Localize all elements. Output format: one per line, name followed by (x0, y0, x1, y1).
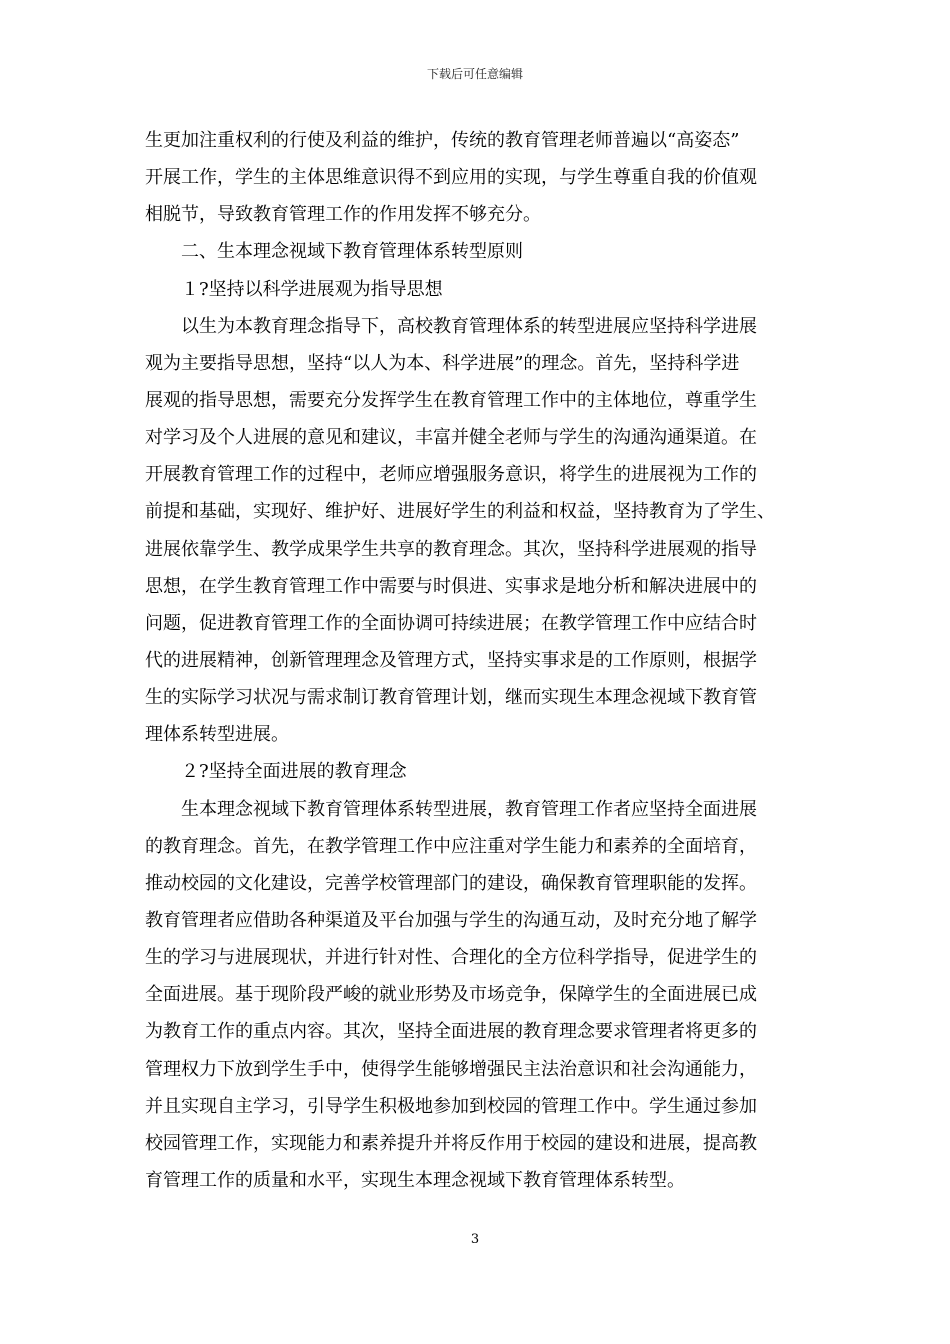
text-line: 前提和基础，实现好、维护好、进展好学生的利益和权益，坚持教育为了学生、 (145, 501, 775, 523)
text-line: 开展工作，学生的主体思维意识得不到应用的实现，与学生尊重自我的价值观 (145, 167, 757, 189)
text-line: 展观的指导思想，需要充分发挥学生在教育管理工作中的主体地位，尊重学生 (145, 389, 757, 411)
text-line: 观为主要指导思想，坚持“以人为本、科学进展”的理念。首先，坚持科学进 (145, 352, 740, 374)
text-line: 问题，促进教育管理工作的全面协调可持续进展；在教学管理工作中应结合时 (145, 612, 757, 634)
text-line: 育管理工作的质量和水平，实现生本理念视域下教育管理体系转型。 (145, 1169, 685, 1191)
text-line: 思想，在学生教育管理工作中需要与时俱进、实事求是地分析和解决进展中的 (145, 575, 757, 597)
text-line: 生的实际学习状况与需求制订教育管理计划，继而实现生本理念视域下教育管 (145, 687, 757, 709)
document-body (145, 122, 825, 1199)
text-line: 进展依靠学生、教学成果学生共享的教育理念。其次，坚持科学进展观的指导 (145, 538, 757, 560)
text-line: 全面进展。基于现阶段严峻的就业形势及市场竞争，保障学生的全面进展已成 (145, 984, 757, 1006)
text-line: 并且实现自主学习，引导学生积极地参加到校园的管理工作中。学生通过参加 (145, 1095, 757, 1117)
text-line: 理体系转型进展。 (145, 724, 289, 746)
text-line: 生本理念视域下教育管理体系转型进展，教育管理工作者应坚持全面进展 (145, 798, 757, 820)
page-number: 3 (470, 1232, 480, 1247)
subsection-heading: ２?坚持全面进展的教育理念 (145, 761, 407, 783)
text-line: 开展教育管理工作的过程中，老师应增强服务意识，将学生的进展视为工作的 (145, 464, 757, 486)
text-line: 的教育理念。首先，在教学管理工作中应注重对学生能力和素养的全面培育， (145, 835, 757, 857)
text-line: 推动校园的文化建设，完善学校管理部门的建设，确保教育管理职能的发挥。 (145, 872, 757, 894)
subsection-heading: １?坚持以科学进展观为指导思想 (145, 278, 443, 300)
text-line: 为教育工作的重点内容。其次，坚持全面进展的教育理念要求管理者将更多的 (145, 1021, 757, 1043)
text-line: 校园管理工作，实现能力和素养提升并将反作用于校园的建设和进展，提高教 (145, 1132, 757, 1154)
text-line: 生的学习与进展现状，并进行针对性、合理化的全方位科学指导，促进学生的 (145, 947, 757, 969)
text-line: 相脱节，导致教育管理工作的作用发挥不够充分。 (145, 204, 541, 226)
text-line: 管理权力下放到学生手中，使得学生能够增强民主法治意识和社会沟通能力， (145, 1058, 757, 1080)
text-line: 代的进展精神，创新管理理念及管理方式，坚持实事求是的工作原则，根据学 (145, 649, 757, 671)
text-line: 对学习及个人进展的意见和建议，丰富并健全老师与学生的沟通沟通渠道。在 (145, 427, 757, 449)
text-line: 教育管理者应借助各种渠道及平台加强与学生的沟通互动，及时充分地了解学 (145, 909, 757, 931)
section-heading: 二、生本理念视域下教育管理体系转型原则 (145, 241, 523, 263)
text-line: 以生为本教育理念指导下，高校教育管理体系的转型进展应坚持科学进展 (145, 315, 757, 337)
page-header: 下载后可任意编辑 (426, 67, 523, 81)
text-line: 生更加注重权利的行使及利益的维护，传统的教育管理老师普遍以“高姿态” (145, 130, 740, 151)
